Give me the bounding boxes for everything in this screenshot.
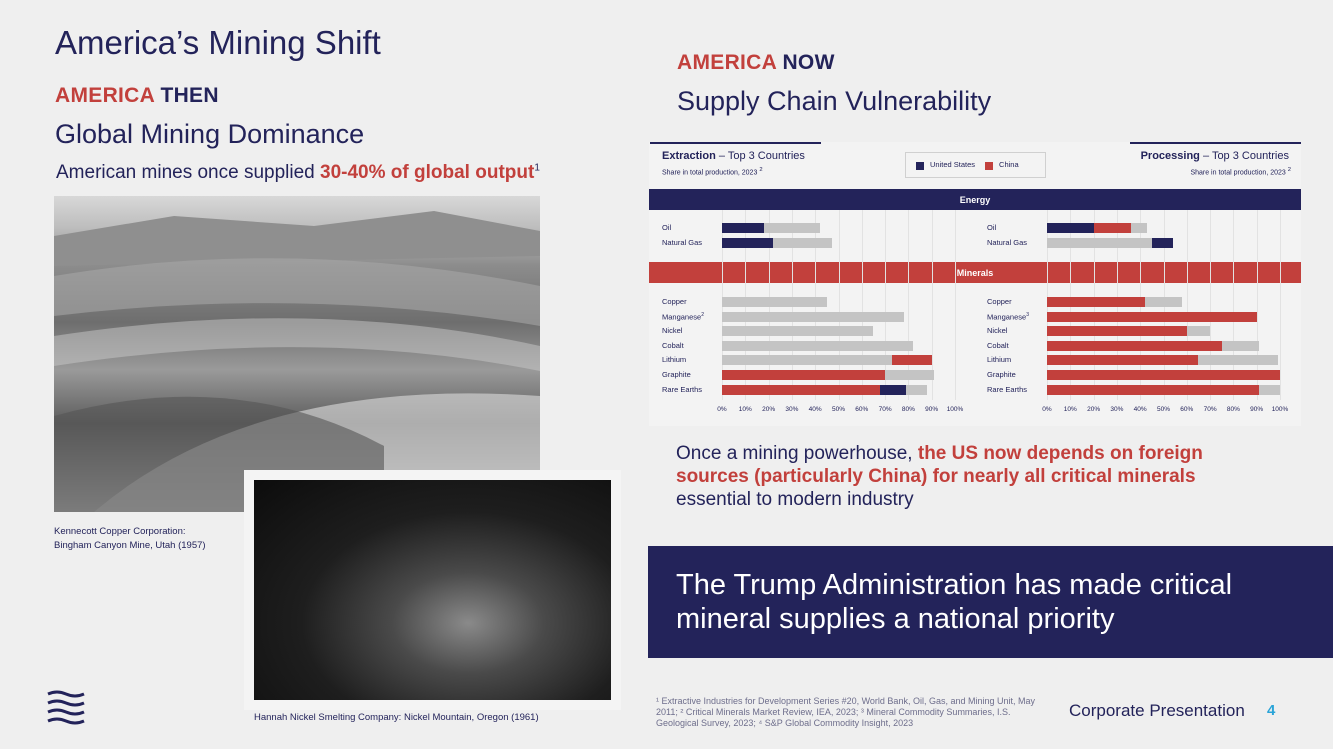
row-label: Copper <box>987 297 1012 306</box>
bar-segment-china <box>1047 370 1280 380</box>
processing-title-bold: Processing <box>1140 150 1200 162</box>
page-number: 4 <box>1267 702 1276 719</box>
now-body-text <box>676 442 1236 511</box>
waves-logo-icon <box>47 690 85 726</box>
bar-segment-other <box>906 385 927 395</box>
x-tick-label: 0% <box>1042 406 1052 413</box>
extraction-title-rest: – Top 3 Countries <box>718 150 805 162</box>
photo2-caption: Hannah Nickel Smelting Company: Nickel Mountain, Oregon (1961) <box>254 712 539 723</box>
bar-segment-other <box>722 326 873 336</box>
now-body-highlight: the US now depends on foreign sources (particularly China) for nearly all critical minerals <box>676 443 1203 487</box>
legend-label-us: United States <box>930 160 976 170</box>
x-tick-label: 50% <box>1156 406 1171 413</box>
legend-item-china <box>985 160 1019 169</box>
bar-segment-us <box>880 385 906 395</box>
legend-item-us <box>916 160 975 169</box>
energy-band: Energy <box>649 189 1301 210</box>
then-kicker-then: THEN <box>160 84 219 107</box>
now-body-plain-2: essential to modern industry <box>676 489 914 510</box>
processing-subtitle <box>1190 167 1291 176</box>
priority-callout: The Trump Administration has made critical mineral supplies a national priority <box>648 546 1333 658</box>
row-label: Natural Gas <box>987 238 1028 247</box>
photo1-caption-line2: Bingham Canyon Mine, Utah (1957) <box>54 540 206 551</box>
x-tick-label: 50% <box>831 406 846 413</box>
row-label: Manganese$^2$ <box>662 312 704 322</box>
bar-segment-china <box>1047 297 1145 307</box>
footer-label: Corporate Presentation <box>1069 701 1245 720</box>
bar-segment-other <box>722 312 904 322</box>
row-label: Natural Gas <box>662 238 703 247</box>
x-tick-label: 90% <box>1250 406 1264 413</box>
then-kicker <box>55 84 219 108</box>
processing-title <box>1141 150 1289 162</box>
extraction-title-bold: Extraction <box>662 150 716 162</box>
bar-segment-china <box>1047 355 1198 365</box>
bar-segment-other <box>885 370 934 380</box>
then-lead-footnote-ref: 1 <box>534 162 540 174</box>
legend-label-china: China <box>999 160 1019 170</box>
bar-segment-china <box>1047 385 1259 395</box>
legend-swatch-us <box>916 162 924 170</box>
bar-segment-other <box>764 223 820 233</box>
row-label: Graphite <box>662 370 691 379</box>
row-label: Cobalt <box>662 341 684 350</box>
bar-segment-other <box>773 238 831 248</box>
bar-segment-other <box>1187 326 1210 336</box>
bar-segment-other <box>1259 385 1280 395</box>
row-label: Lithium <box>662 355 687 364</box>
row-label: Graphite <box>987 370 1016 379</box>
x-tick-label: 60% <box>1180 406 1194 413</box>
chart-legend <box>905 152 1046 178</box>
x-tick-label: 70% <box>1203 406 1217 413</box>
nickel-mountain-image <box>254 480 611 700</box>
row-label: Nickel <box>662 326 683 335</box>
bingham-canyon-photo <box>54 196 540 512</box>
bar-segment-china <box>722 385 880 395</box>
extraction-subtitle-sup: 2 <box>759 167 763 173</box>
bar-segment-china <box>892 355 932 365</box>
processing-top-rule <box>1130 142 1301 144</box>
row-label: Manganese$^3$ <box>987 312 1029 322</box>
now-subhead: Supply Chain Vulnerability <box>677 86 992 116</box>
row-label: Oil <box>987 223 997 232</box>
row-label: Nickel <box>987 326 1008 335</box>
bar-segment-other <box>722 297 827 307</box>
bar-segment-other <box>722 355 892 365</box>
legend-swatch-china <box>985 162 993 170</box>
footnote-sources: ¹ Extractive Industries for Development Series #20, World Bank, Oil, Gas, and Mining Unit, May 2011; ² Critical Minerals Market Review, IEA, 2023; ³ Mineral Commodity Summaries, I.S. Geological Survey, 2023; ⁴ S&P Global Commodity Insight, 2023 <box>656 696 1035 728</box>
bar-segment-china <box>1047 312 1257 322</box>
row-label: Lithium <box>987 355 1012 364</box>
bar-segment-other <box>722 341 913 351</box>
row-label: Copper <box>662 297 687 306</box>
x-tick-label: 20% <box>1087 406 1101 413</box>
mine-terraces-illustration <box>54 196 540 512</box>
x-tick-label: 80% <box>901 406 915 413</box>
extraction-top-rule <box>650 142 821 144</box>
row-label-sup: 2 <box>701 312 704 318</box>
x-tick-label: 60% <box>855 406 869 413</box>
then-lead-highlight: 30-40% of global output <box>320 162 535 183</box>
processing-subtitle-sup: 2 <box>1287 167 1291 173</box>
row-label: Cobalt <box>987 341 1009 350</box>
now-kicker <box>677 51 835 75</box>
x-tick-label: 10% <box>738 406 752 413</box>
x-tick-label: 30% <box>785 406 799 413</box>
bar-segment-other <box>1222 341 1259 351</box>
then-subhead: Global Mining Dominance <box>55 119 365 149</box>
processing-title-rest: – Top 3 Countries <box>1202 150 1289 162</box>
bar-segment-other <box>1047 238 1152 248</box>
bar-segment-china <box>1047 341 1222 351</box>
x-tick-label: 80% <box>1226 406 1240 413</box>
supply-chain-chart <box>649 142 1301 426</box>
page-title: America’s Mining Shift <box>55 24 381 61</box>
company-logo <box>47 690 85 731</box>
minerals-band: Minerals <box>649 262 1301 283</box>
then-lead-text: American mines once supplied <box>56 162 315 183</box>
row-label-sup: 3 <box>1026 312 1029 318</box>
x-tick-label: 30% <box>1110 406 1124 413</box>
bar-segment-china <box>1094 223 1131 233</box>
x-tick-label: 40% <box>808 406 822 413</box>
nickel-mountain-photo <box>244 470 621 710</box>
processing-subtitle-text: Share in total production, 2023 <box>1190 169 1286 177</box>
now-body-plain-1: Once a mining powerhouse, <box>676 443 913 464</box>
photo1-caption <box>54 525 206 553</box>
row-label: Rare Earths <box>987 385 1028 394</box>
bar-segment-china <box>1047 326 1187 336</box>
row-label: Rare Earths <box>662 385 703 394</box>
x-tick-label: 40% <box>1133 406 1147 413</box>
bar-segment-other <box>1198 355 1277 365</box>
x-tick-label: 70% <box>878 406 892 413</box>
x-tick-label: 10% <box>1063 406 1077 413</box>
bar-segment-china <box>722 370 885 380</box>
x-tick-label: 0% <box>717 406 727 413</box>
now-kicker-now: NOW <box>782 51 835 74</box>
photo1-caption-line1: Kennecott Copper Corporation: <box>54 526 186 537</box>
bar-segment-us <box>1152 238 1173 248</box>
extraction-title <box>662 150 805 162</box>
x-tick-label: 90% <box>925 406 939 413</box>
bar-segment-other <box>1131 223 1147 233</box>
grid-line <box>955 210 956 400</box>
grid-line <box>1280 210 1281 400</box>
then-lead <box>56 162 540 184</box>
x-tick-label: 100% <box>1271 406 1289 413</box>
x-tick-label: 20% <box>762 406 776 413</box>
bar-segment-us <box>722 238 773 248</box>
row-label: Oil <box>662 223 672 232</box>
extraction-subtitle <box>662 167 763 176</box>
bar-segment-us <box>722 223 764 233</box>
extraction-subtitle-text: Share in total production, 2023 <box>662 169 758 177</box>
bar-segment-us <box>1047 223 1094 233</box>
x-tick-label: 100% <box>946 406 964 413</box>
bar-segment-other <box>1145 297 1182 307</box>
then-kicker-america: AMERICA <box>55 84 155 107</box>
now-kicker-america: AMERICA <box>677 51 777 74</box>
